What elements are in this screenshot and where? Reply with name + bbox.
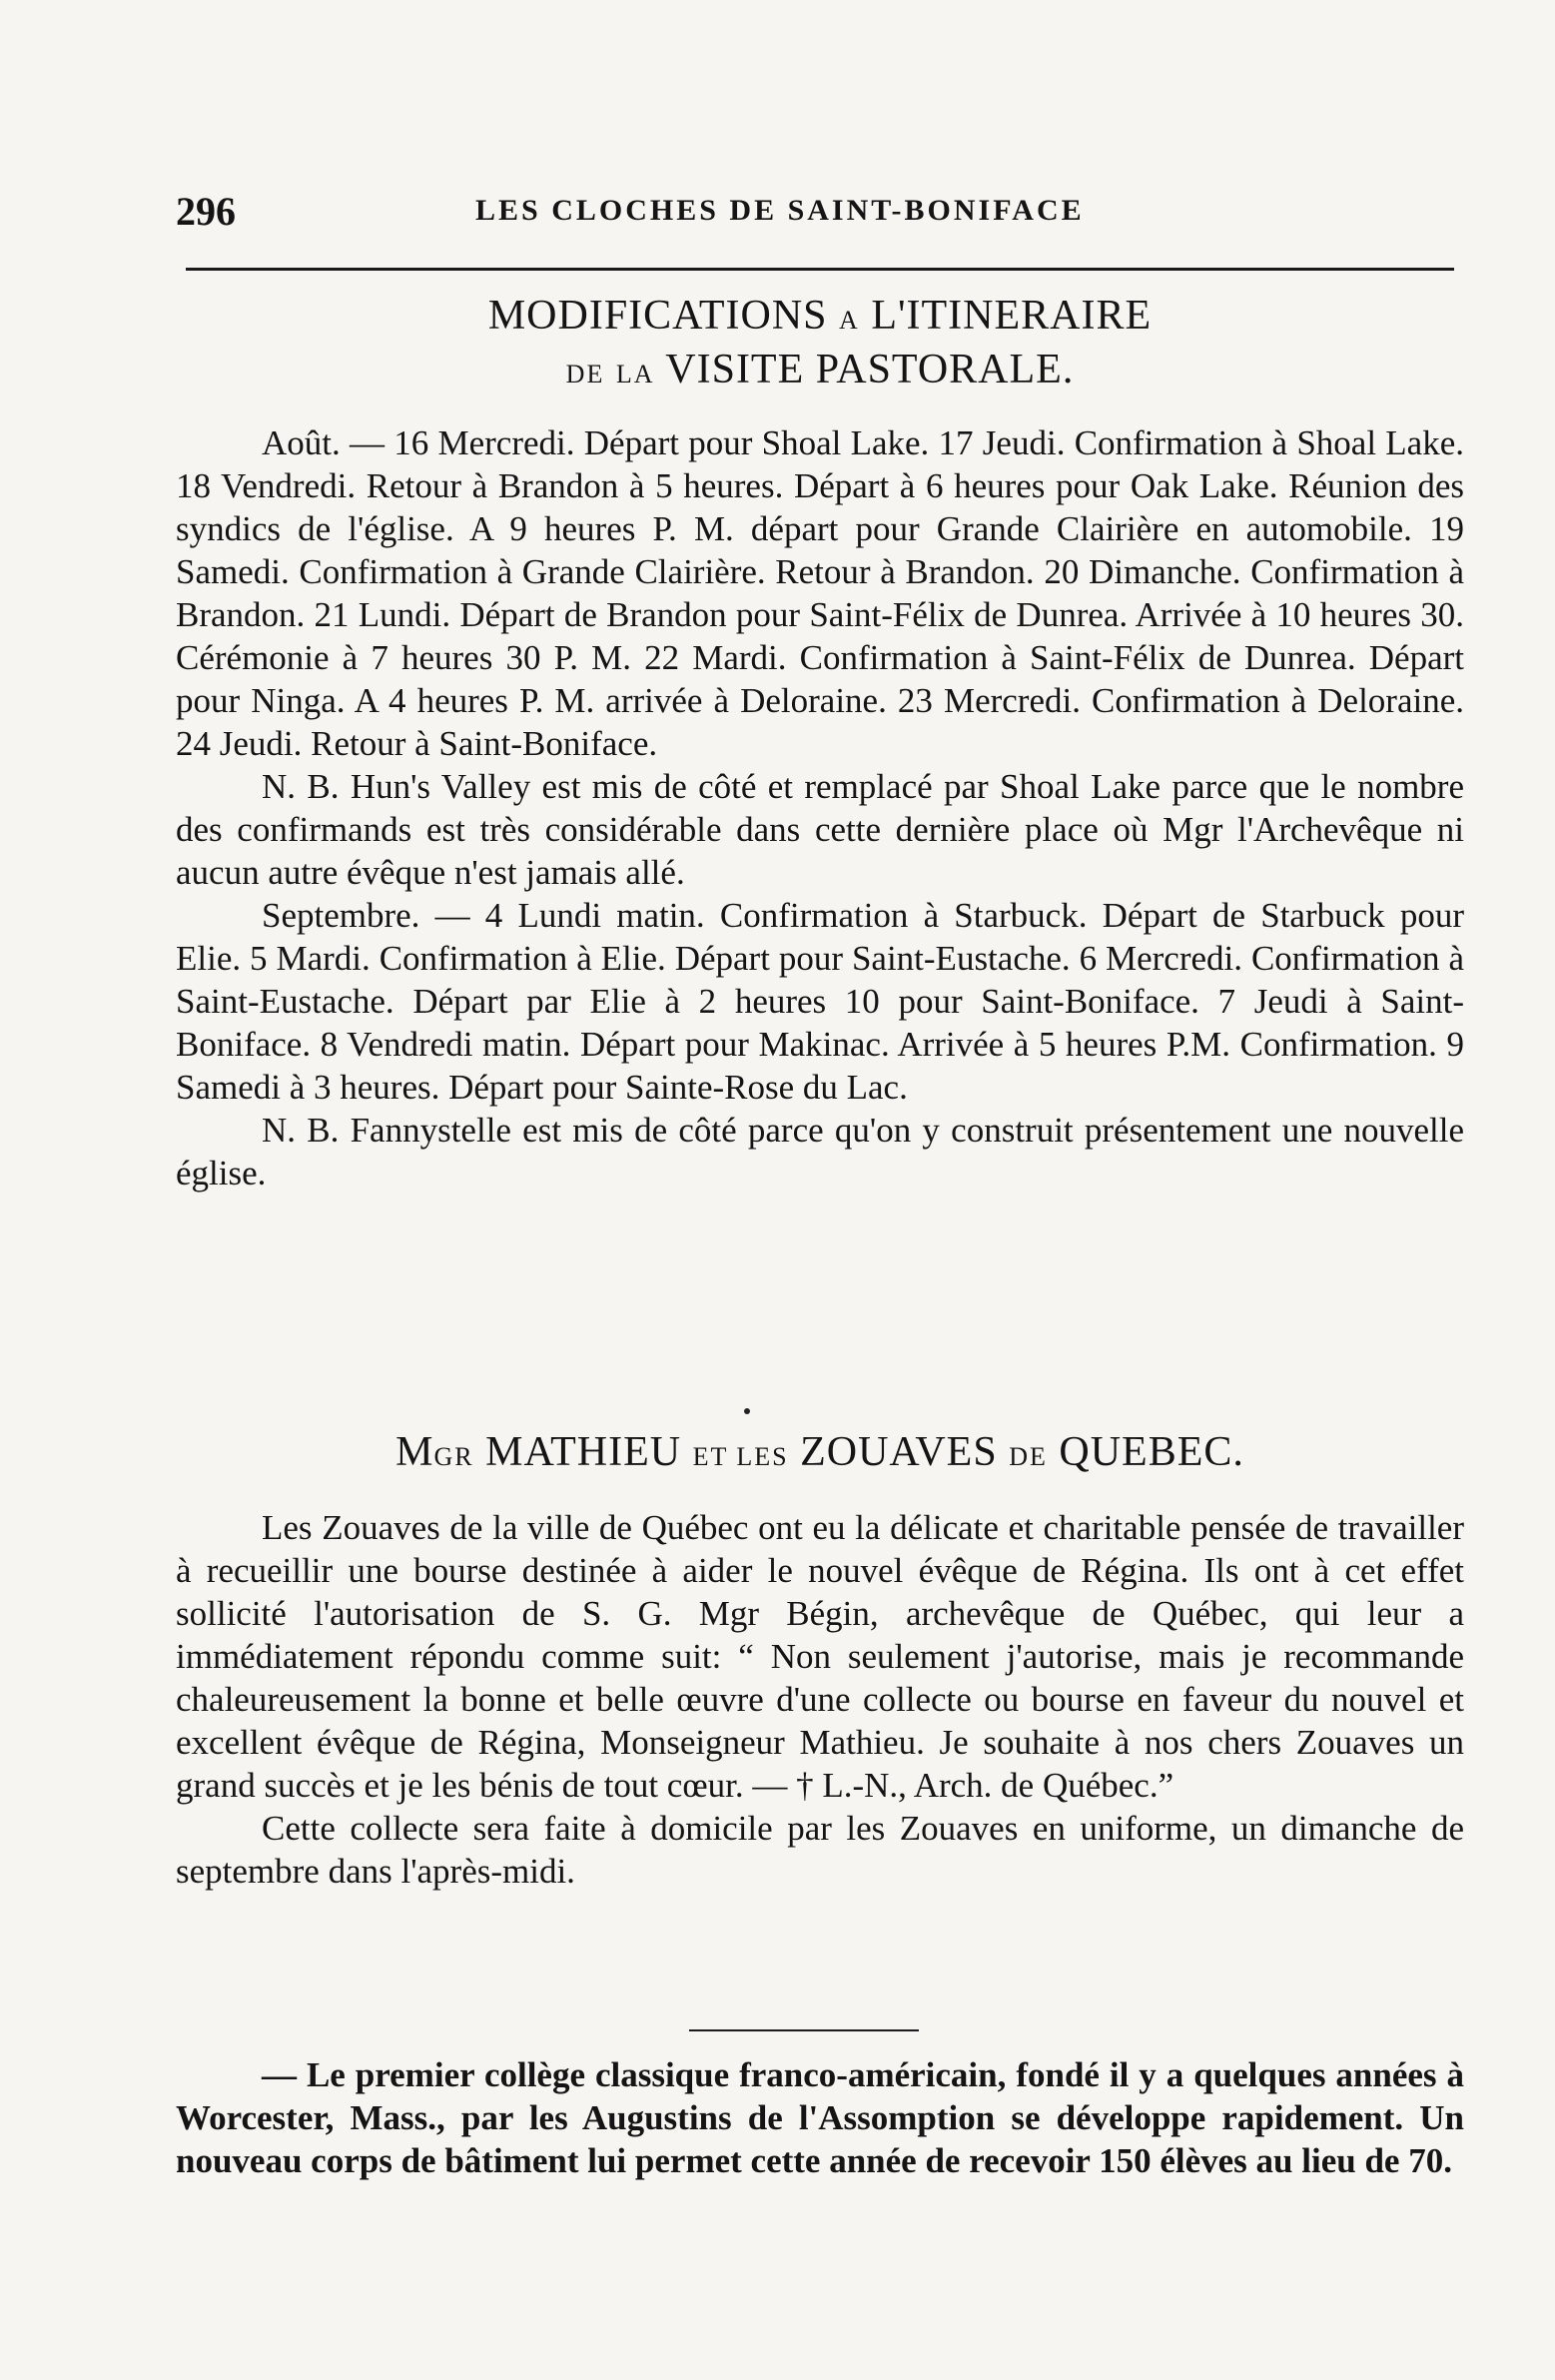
paragraph-collecte: Cette collecte sera faite à domicile par les Zouaves en uniforme, un dimanche de septembre dans l'après-midi. bbox=[176, 1809, 1464, 1891]
header-rule bbox=[186, 268, 1454, 271]
title-word-small: DE bbox=[1009, 1442, 1048, 1471]
section-title-zouaves bbox=[176, 1428, 1464, 1476]
section-college bbox=[176, 2053, 1464, 2182]
title-word-small: GR bbox=[433, 1442, 474, 1471]
title-word-small: LA bbox=[615, 360, 655, 389]
separator-dot bbox=[744, 1408, 750, 1414]
title-word: L'ITINERAIRE bbox=[871, 293, 1153, 339]
section-zouaves bbox=[176, 1428, 1464, 1893]
title-word: MODIFICATIONS bbox=[487, 293, 828, 339]
title-word-small: A bbox=[839, 306, 860, 335]
running-title: LES CLOCHES DE SAINT-BONIFACE bbox=[475, 194, 1085, 227]
paragraph-note-fannystelle: N. B. Fannystelle est mis de côté parce qu'on y construit présentement une nouvelle église. bbox=[176, 1111, 1464, 1192]
title-word: ZOUAVES bbox=[800, 1429, 998, 1475]
title-word: MATHIEU bbox=[485, 1429, 682, 1475]
title-word: QUEBEC. bbox=[1059, 1429, 1244, 1475]
title-word: VISITE PASTORALE. bbox=[665, 347, 1075, 393]
title-word-small: DE bbox=[565, 360, 605, 389]
section-itineraire bbox=[176, 292, 1464, 1194]
title-word-small: ET LES bbox=[692, 1442, 789, 1471]
section-rule bbox=[689, 2029, 919, 2031]
running-head bbox=[176, 188, 1464, 248]
paragraph-note-huns-valley: N. B. Hun's Valley est mis de côté et remplacé par Shoal Lake parce que le nombre des confirmands est très considérable dans cette dernière place où Mgr l'Archevêque ni aucun autre évêque n'est jamais allé. bbox=[176, 767, 1464, 892]
paragraph-aout: Août. — 16 Mercredi. Départ pour Shoal Lake. 17 Jeudi. Confirmation à Shoal Lake. 18 Vendredi. Retour à Brandon à 5 heures. Départ à 6 heures pour Oak Lake. Réunion des syndics de l'église. A 9 heures P. M. départ pour Grande Clairière en automobile. 19 Samedi. Confirmation à Grande Clairière. Retour à Brandon. 20 Dimanche. Confirmation à Brandon. 21 Lundi. Départ de Brandon pour Saint-Félix de Dunrea. Arrivée à 10 heures 30. Cérémonie à 7 heures 30 P. M. 22 Mardi. Confirmation à Saint-Félix de Dunrea. Départ pour Ninga. A 4 heures P. M. arrivée à Deloraine. 23 Mercredi. Confirmation à Deloraine. 24 Jeudi. Retour à Saint-Boniface. bbox=[176, 423, 1464, 763]
paragraph-college: — Le premier collège classique franco-américain, fondé il y a quelques années à Worcester, Mass., par les Augustins de l'Assomption se développe rapidement. Un nouveau corps de bâtiment lui permet cette année de recevoir 150 élèves au lieu de 70. bbox=[176, 2055, 1464, 2180]
paragraph-septembre: Septembre. — 4 Lundi matin. Confirmation à Starbuck. Départ de Starbuck pour Elie. 5 Mardi. Confirmation à Elie. Départ pour Saint-Eustache. 6 Mercredi. Confirmation à Saint-Eustache. Départ par Elie à 2 heures 10 pour Saint-Boniface. 7 Jeudi à Saint-Boniface. 8 Vendredi matin. Départ pour Makinac. Arrivée à 5 heures P.M. Confirmation. 9 Samedi à 3 heures. Départ pour Sainte-Rose du Lac. bbox=[176, 896, 1464, 1107]
page-number: 296 bbox=[176, 189, 236, 234]
paragraph-zouaves: Les Zouaves de la ville de Québec ont eu la délicate et charitable pensée de travailler à recueillir une bourse destinée à aider le nouvel évêque de Régina. Ils ont à cet effet sollicité l'autorisation de S. G. Mgr Bégin, archevêque de Québec, qui leur a immédiatement répondu comme suit: “ Non seulement j'autorise, mais je recommande chaleureusement la bonne et belle œuvre d'une collecte ou bourse en faveur du nouvel et excellent évêque de Régina, Monseigneur Mathieu. Je souhaite à nos chers Zouaves un grand succès et je les bénis de tout cœur. — † L.-N., Arch. de Québec.” bbox=[176, 1508, 1464, 1805]
title-word: M bbox=[395, 1429, 434, 1475]
section-title-line1 bbox=[176, 292, 1464, 340]
section-title-line2 bbox=[176, 346, 1464, 394]
